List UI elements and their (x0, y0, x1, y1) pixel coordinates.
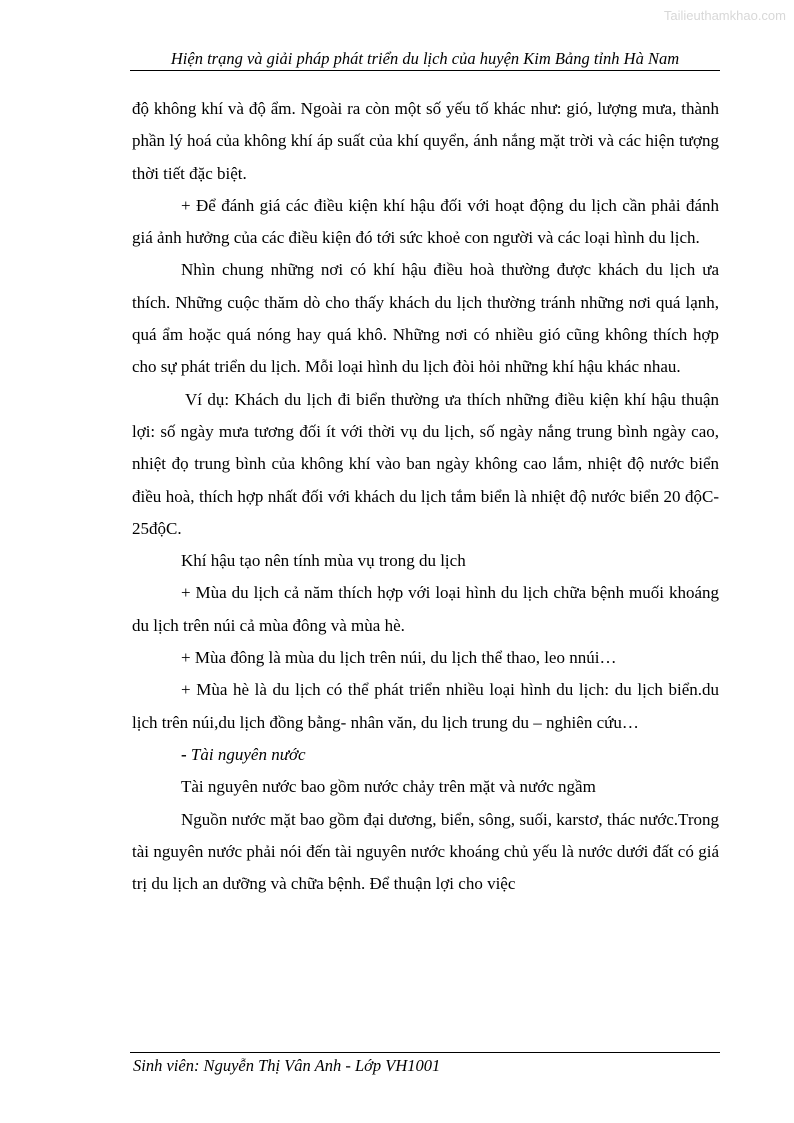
paragraph: + Mùa đông là mùa du lịch trên núi, du lịch thể thao, leo nnúi… (181, 648, 617, 668)
paragraph: độ không khí và độ ẩm. Ngoài ra còn một số yếu tố khác như: gió, lượng mưa, thành phần lý hoá của không khí áp suất của khí quyển, ánh nắng mặt trời và các hiện tượng thời tiết đặc biệt. (132, 99, 719, 183)
paragraph: Ví dụ: Khách du lịch đi biển thường ưa thích những điều kiện khí hậu thuận lợi: số ngày mưa tương đối ít với thời vụ du lịch, số ngày nắng trung bình ngày cao, nhiệt đọ trung bình của không khí vào ban ngày không cao lắm, nhiệt độ nước biển điều hoà, thích hợp nhất đối với khách du lịch tắm biển là nhiệt độ nước biển 20 độC- 25độC. (132, 389, 719, 538)
paragraph: + Mùa hè là du lịch có thể phát triển nhiều loại hình du lịch: du lịch biển.du lịch trên núi,du lịch đồng bằng- nhân văn, du lịch trung du – nghiên cứu… (132, 680, 719, 732)
paragraph: + Mùa du lịch cả năm thích hợp với loại hình du lịch chữa bệnh muối khoáng du lịch trên núi cả mùa đông và mùa hè. (132, 583, 719, 635)
paragraph: Khí hậu tạo nên tính mùa vụ trong du lịch (181, 551, 466, 571)
document-body (132, 93, 719, 900)
page-footer-text: Sinh viên: Nguyễn Thị Vân Anh - Lớp VH1001 (133, 1056, 441, 1075)
paragraph: + Để đánh giá các điều kiện khí hậu đối với hoạt động du lịch cần phải đánh giá ảnh hưởng của các điều kiện đó tới sức khoẻ con người và các loại hình du lịch. (132, 195, 719, 248)
section-heading (132, 739, 719, 771)
page-header-title: Hiện trạng và giải pháp phát triển du lịch của huyện Kim Bảng tỉnh Hà Nam (170, 49, 680, 68)
heading-label: Tài nguyên nước (190, 744, 306, 764)
paragraph: Nguồn nước mặt bao gồm đại dương, biển, sông, suối, karstơ, thác nước.Trong tài nguyên nước phải nói đến tài nguyên nước khoáng chủ yếu là nước dưới đất có giá trị du lịch an dưỡng và chữa bệnh. Để thuận lợi cho việc (132, 809, 719, 894)
paragraph: Nhìn chung những nơi có khí hậu điều hoà thường được khách du lịch ưa thích. Những cuộc thăm dò cho thấy khách du lịch thường tránh những nơi quá lạnh, quá ẩm hoặc quá nóng hay quá khô. Những nơi có nhiều gió cũng không thích hợp cho sự phát triển du lịch. Mỗi loại hình du lịch đòi hỏi những khí hậu khác nhau. (132, 260, 719, 377)
page-footer-rule (130, 1052, 720, 1053)
paragraph: Tài nguyên nước bao gồm nước chảy trên mặt và nước ngầm (181, 777, 596, 797)
heading-dash: - (181, 744, 187, 764)
watermark: Tailieuthamkhao.com (663, 8, 786, 23)
